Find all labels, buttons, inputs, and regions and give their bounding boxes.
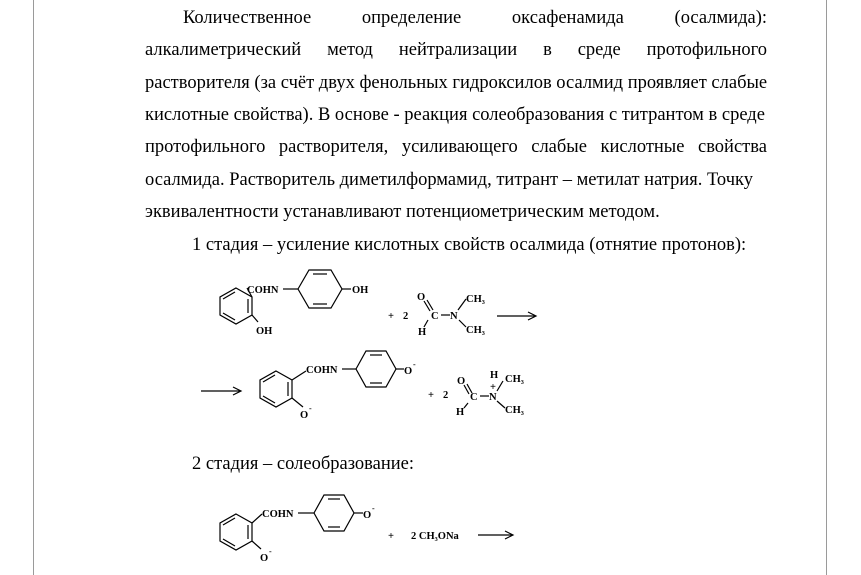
- methyl-label: CH₃: [466, 325, 485, 336]
- oxygen-label: O: [300, 410, 309, 421]
- paragraph-line-7: эквивалентности устанавливают потенциометрическим методом.: [145, 202, 660, 222]
- bond: [424, 320, 428, 327]
- plus-sign: +: [428, 390, 434, 401]
- paragraph-line-6: осалмида. Растворитель диметилформамид, титрант – метилат натрия. Точку: [145, 170, 753, 190]
- word: свойства: [697, 137, 767, 157]
- word: усиливающего: [401, 137, 518, 157]
- oxygen-label: O: [417, 292, 426, 303]
- methyl-label: CH₃: [505, 374, 524, 385]
- oxygen-label: O: [363, 510, 372, 521]
- sodium-methoxide-label: 2 CH₃ONa: [411, 531, 459, 542]
- hydroxyl-label: OH: [352, 285, 369, 296]
- nitrogen-label: N: [450, 311, 458, 322]
- bond: [252, 514, 262, 523]
- word: слабые: [531, 137, 587, 157]
- methyl-label: CH₃: [505, 405, 524, 416]
- anion-benzene-ring-2: [220, 514, 252, 550]
- bond: [252, 315, 258, 322]
- word: протофильного: [646, 40, 767, 60]
- word: растворителя,: [278, 137, 389, 157]
- word: метод: [327, 40, 373, 60]
- word: Количественное: [183, 8, 312, 28]
- cohn-label: COHN: [247, 285, 279, 296]
- hydrogen-label: H: [490, 370, 499, 381]
- cohn-label: COHN: [306, 365, 338, 376]
- cohn-label: COHN: [262, 509, 294, 520]
- negative-charge: -: [309, 404, 312, 413]
- hydrogen-label: H: [456, 407, 465, 418]
- carbon-label: C: [431, 311, 439, 322]
- carbon-label: C: [470, 392, 478, 403]
- stage-2-heading: 2 стадия – солеобразование:: [192, 454, 415, 474]
- phenol-ring-1: [298, 270, 342, 308]
- word: определение: [361, 8, 462, 28]
- word: в: [543, 40, 552, 60]
- paragraph-line-4: кислотные свойства). В основе - реакция солеобразования с титрантом в среде: [145, 105, 765, 125]
- nitrogen-label: N: [489, 392, 497, 403]
- bond: [458, 299, 466, 310]
- word: оксафенамида: [511, 8, 624, 28]
- word: (осалмида):: [674, 8, 767, 28]
- negative-charge: -: [372, 504, 375, 513]
- negative-charge: -: [269, 547, 272, 556]
- anion-benzene-ring-1: [260, 371, 292, 407]
- bond: [292, 371, 306, 380]
- negative-charge: -: [413, 360, 416, 369]
- nitrogen-charge: +: [490, 382, 496, 393]
- word: среде: [577, 40, 621, 60]
- bond: [459, 320, 466, 327]
- hydroxyl-label: OH: [256, 326, 273, 337]
- plus-sign: +: [388, 311, 394, 322]
- methyl-label: CH₃: [466, 294, 485, 305]
- bond: [497, 401, 505, 408]
- word: протофильного: [145, 137, 266, 157]
- hydrogen-label: H: [418, 327, 427, 338]
- coefficient: 2: [403, 311, 409, 322]
- stage-1-heading: 1 стадия – усиление кислотных свойств осалмида (отнятие протонов):: [192, 235, 747, 255]
- oxygen-label: O: [260, 553, 269, 564]
- paragraph-line-3: растворителя (за счёт двух фенольных гидроксилов осалмид проявляет слабые: [145, 73, 768, 93]
- bond: [464, 403, 468, 408]
- bond: [252, 541, 261, 549]
- phenolate-ring-2: [314, 495, 354, 531]
- bond: [497, 381, 503, 391]
- oxygen-label: O: [404, 366, 413, 377]
- word: алкалиметрический: [145, 40, 302, 60]
- bond: [292, 398, 303, 407]
- coefficient: 2: [443, 390, 449, 401]
- oxygen-label: O: [457, 376, 466, 387]
- phenolate-ring-1: [356, 351, 396, 387]
- plus-sign: +: [388, 531, 394, 542]
- word: нейтрализации: [398, 40, 518, 60]
- word: кислотные: [600, 137, 685, 157]
